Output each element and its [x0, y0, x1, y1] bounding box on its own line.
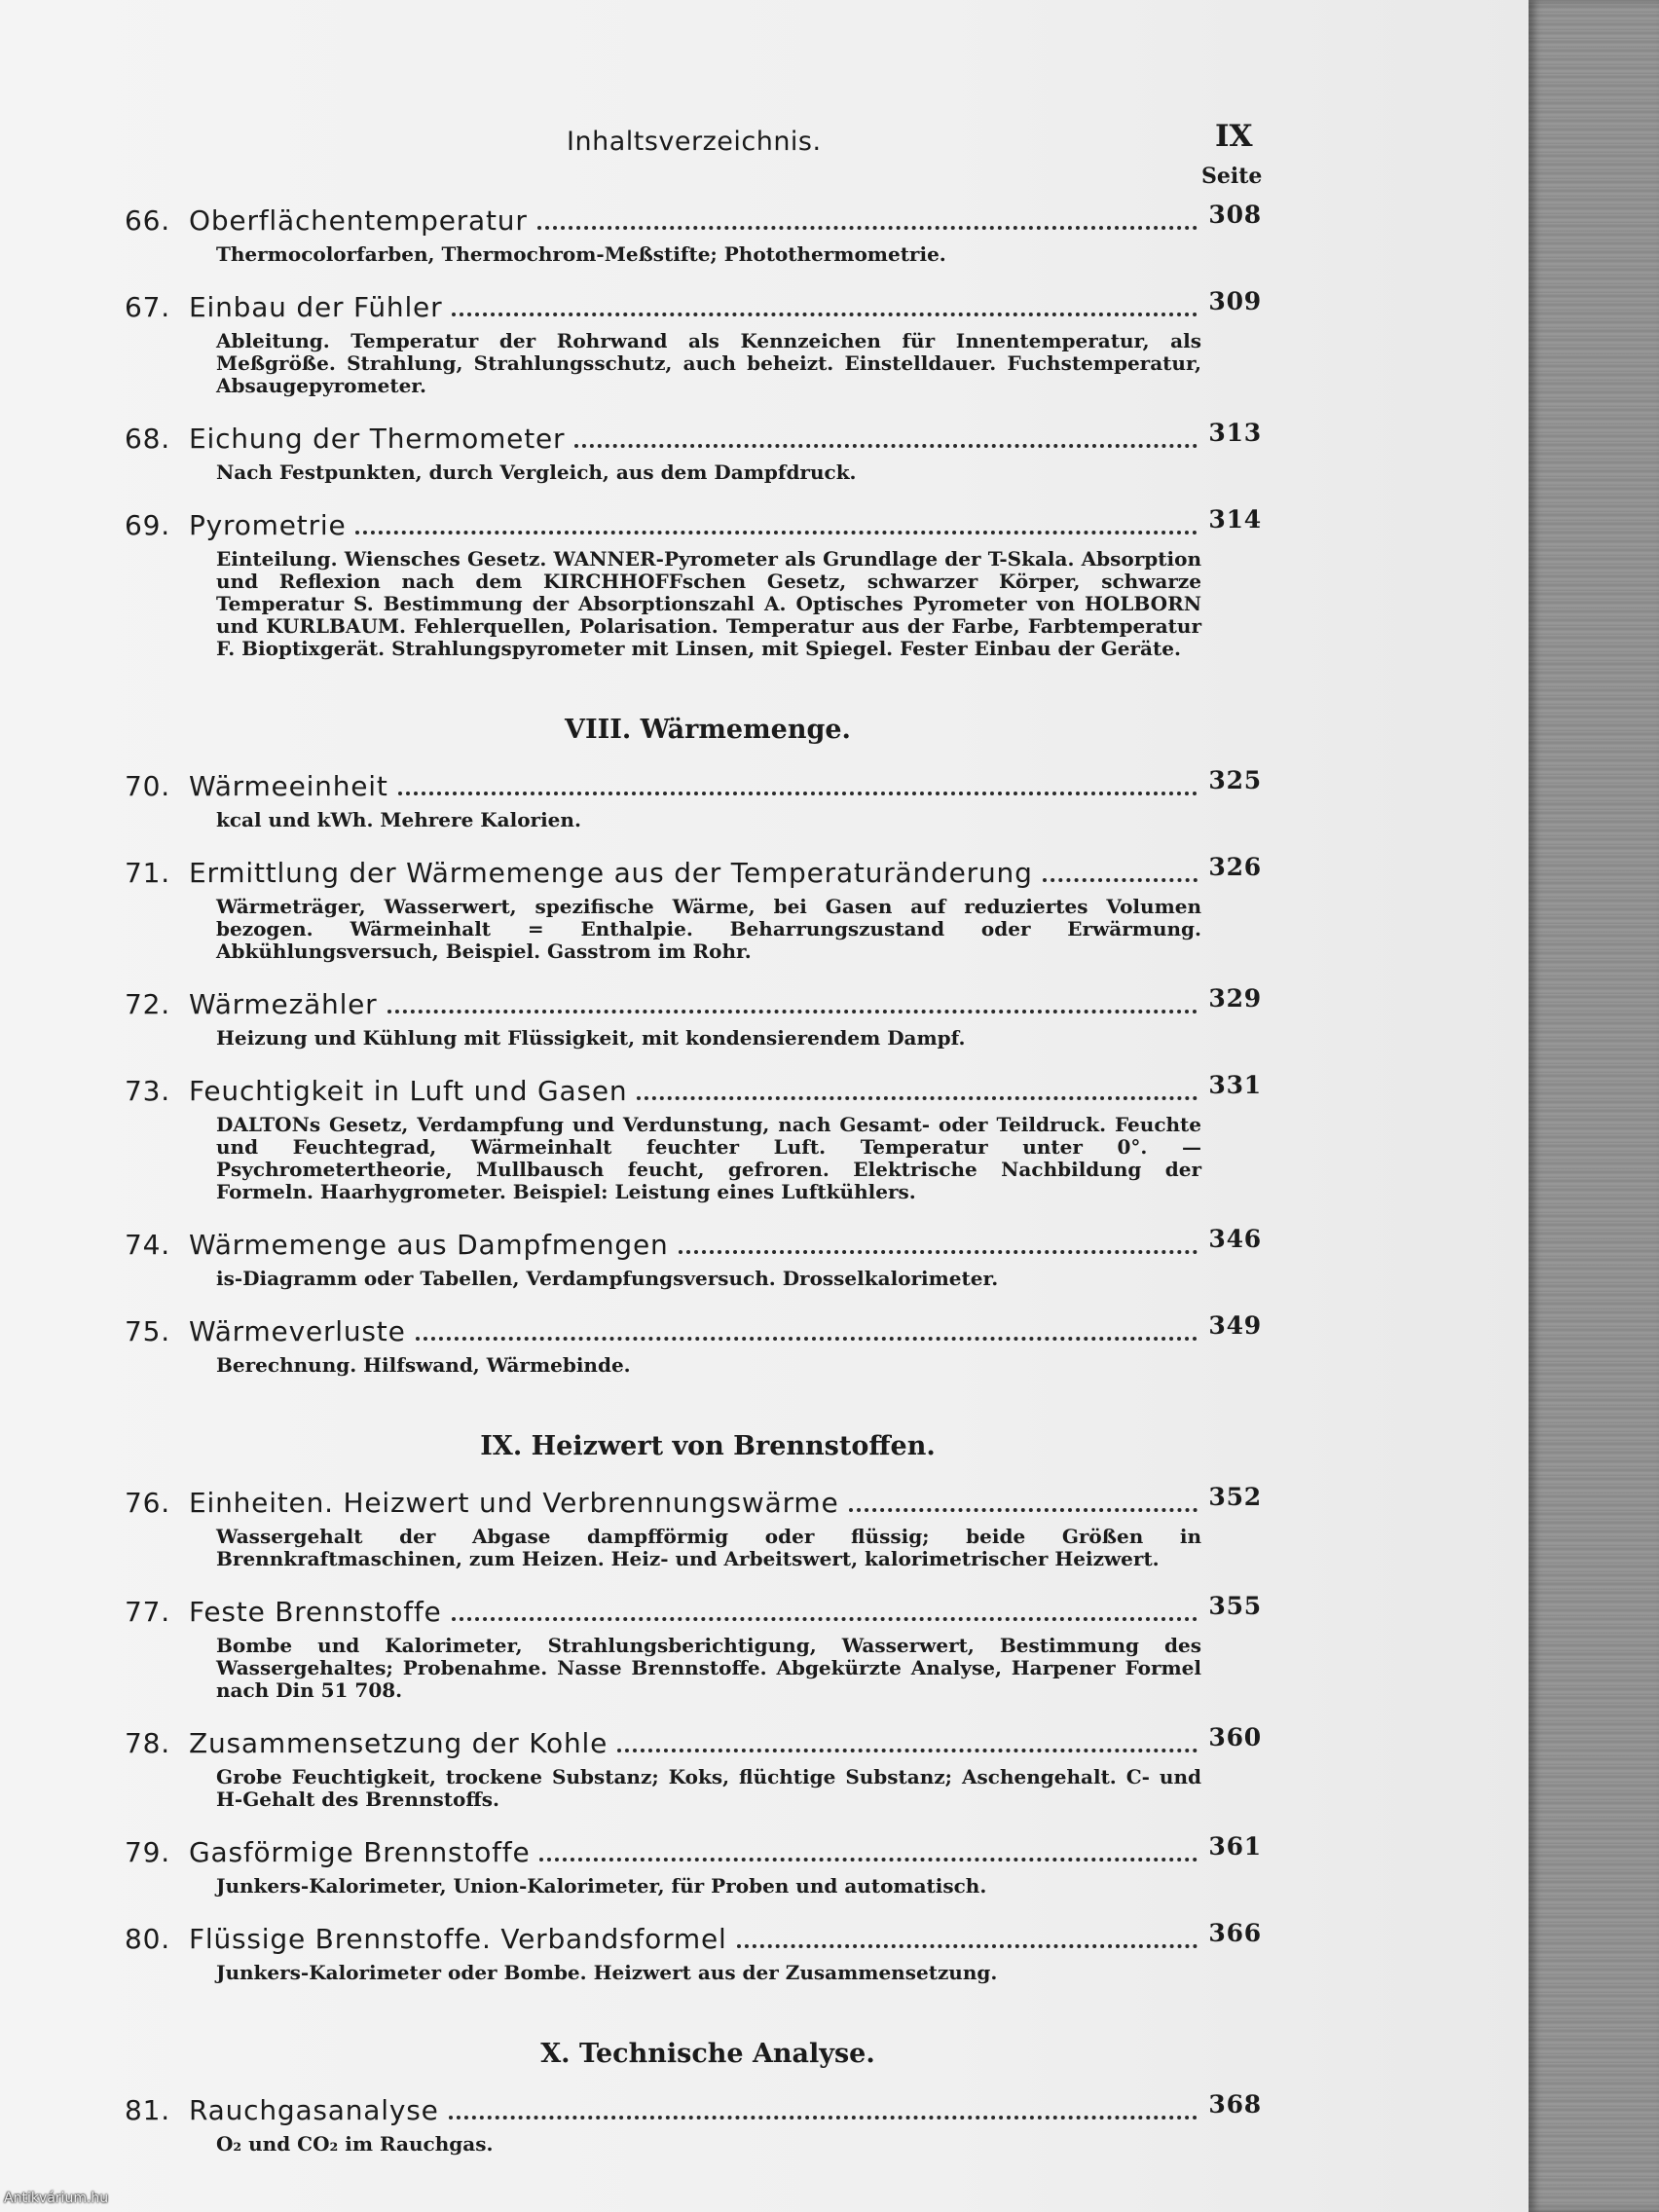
dot-leader	[387, 1010, 1198, 1014]
toc-entry-line	[125, 1919, 1262, 1956]
toc-entry-line	[125, 1723, 1262, 1760]
entry-page-number: 366	[1208, 1919, 1262, 1947]
dot-leader	[452, 1617, 1198, 1621]
entry-description: Junkers-Kalorimeter, Union-Kalorimeter, für Proben und automatisch.	[216, 1874, 987, 1898]
entry-description: Thermocolorfarben, Thermochrom-Meßstifte; Photothermometrie.	[216, 242, 946, 266]
entry-number: 78.	[125, 1727, 170, 1759]
entry-title: Wärmeverluste	[189, 1315, 406, 1347]
dot-leader	[355, 531, 1198, 535]
entry-number: 73.	[125, 1075, 170, 1107]
toc-entry	[125, 1592, 1262, 1702]
entry-page-number: 360	[1208, 1723, 1262, 1751]
entry-page-number: 368	[1208, 2090, 1262, 2119]
toc-entry-line	[125, 2090, 1262, 2127]
entry-description: Wärmeträger, Wasserwert, spezifische Wärme, bei Gasen auf reduziertes Volumen bezogen. Wärmeinhalt = Enthalpie. Beharrungszustand oder Erwärmung. Abkühlungsversuch, Beispiel. Gasstrom im Rohr.	[216, 895, 1201, 963]
entry-description: O₂ und CO₂ im Rauchgas.	[216, 2132, 494, 2156]
entry-title: Pyrometrie	[189, 509, 347, 541]
entry-description: Einteilung. Wiensches Gesetz. WANNER-Pyrometer als Grundlage der T-Skala. Absorption und Reflexion nach dem KIRCHHOFFschen Gesetz, schwarzer Körper, schwarze Temperatur S. Bestimmung der Absorptionszahl A. Optisches Pyrometer von HOLBORN und KURLBAUM. Fehlerquellen, Polarisation. Temperatur aus der Farbe, Farbtemperatur F. Bioptixgerät. Strahlungspyrometer mit Linsen, mit Spiegel. Fester Einbau der Geräte.	[216, 547, 1201, 660]
toc-entry-line	[125, 853, 1262, 890]
entry-page-number: 329	[1208, 984, 1262, 1013]
entry-number: 76.	[125, 1487, 170, 1519]
entry-title: Einbau der Fühler	[189, 291, 443, 323]
entry-description: Grobe Feuchtigkeit, trockene Substanz; Koks, flüchtige Substanz; Aschengehalt. C- und H-Gehalt des Brennstoffs.	[216, 1765, 1201, 1811]
entry-page-number: 361	[1208, 1832, 1262, 1861]
entry-title: Ermittlung der Wärmemenge aus der Temperaturänderung	[189, 857, 1033, 889]
entry-description: DALTONs Gesetz, Verdampfung und Verdunstung, nach Gesamt- oder Teildruck. Feuchte und Feuchtegrad, Wärmeinhalt feuchter Luft. Temperatur unter 0°. — Psychrometertheorie, Mullbausch feucht, gefroren. Elektrische Nachbildung der Formeln. Haarhygrometer. Beispiel: Leistung eines Luftkühlers.	[216, 1113, 1201, 1203]
entry-number: 70.	[125, 770, 170, 802]
entry-title: Gasförmige Brennstoffe	[189, 1836, 531, 1868]
entry-number: 77.	[125, 1596, 170, 1628]
entry-number: 71.	[125, 857, 170, 889]
dot-leader	[849, 1508, 1198, 1512]
toc-entry-line	[125, 505, 1262, 542]
toc-entry-line	[125, 766, 1262, 803]
toc-entry	[125, 1723, 1262, 1811]
dot-leader	[537, 226, 1198, 230]
entry-page-number: 309	[1208, 287, 1262, 315]
toc-entry-line	[125, 984, 1262, 1021]
entry-number: 67.	[125, 291, 170, 323]
toc-entry	[125, 1225, 1262, 1290]
toc-entry-line	[125, 201, 1262, 238]
entry-description: Wassergehalt der Abgase dampfförmig oder flüssig; beide Größen in Brennkraftmaschinen, zum Heizen. Heiz- und Arbeitswert, kalorimetrischer Heizwert.	[216, 1525, 1201, 1570]
entry-page-number: 326	[1208, 853, 1262, 881]
entry-title: Feste Brennstoffe	[189, 1596, 442, 1628]
section-heading: VIII. Wärmemenge.	[565, 715, 851, 745]
toc-entry-line	[125, 1071, 1262, 1108]
toc-entry	[125, 1483, 1262, 1570]
toc-entry-line	[125, 287, 1262, 324]
toc-entry	[125, 984, 1262, 1050]
entry-title: Eichung der Thermometer	[189, 423, 566, 455]
toc-entry-line	[125, 1225, 1262, 1262]
entry-number: 66.	[125, 204, 170, 237]
dot-leader	[452, 313, 1198, 316]
toc-entry	[125, 1919, 1262, 1984]
entry-page-number: 314	[1208, 505, 1262, 534]
entry-number: 69.	[125, 509, 170, 541]
entry-page-number: 355	[1208, 1592, 1262, 1620]
entry-title: Flüssige Brennstoffe. Verbandsformel	[189, 1923, 727, 1955]
table-of-contents	[125, 201, 1262, 2181]
entry-description: Junkers-Kalorimeter oder Bombe. Heizwert aus der Zusammensetzung.	[216, 1961, 998, 1984]
entry-title: Wärmezähler	[189, 988, 378, 1020]
dot-leader	[449, 2116, 1198, 2120]
entry-title: Oberflächentemperatur	[189, 204, 528, 237]
page-edge	[1529, 0, 1659, 2212]
toc-entry	[125, 505, 1262, 660]
entry-description: kcal und kWh. Mehrere Kalorien.	[216, 808, 581, 831]
dot-leader	[1043, 878, 1198, 882]
entry-description: Berechnung. Hilfswand, Wärmebinde.	[216, 1353, 631, 1377]
entry-title: Einheiten. Heizwert und Verbrennungswärme	[189, 1487, 839, 1519]
toc-entry	[125, 2090, 1262, 2156]
entry-number: 81.	[125, 2094, 170, 2126]
entry-number: 80.	[125, 1923, 170, 1955]
dot-leader	[539, 1858, 1198, 1862]
toc-entry	[125, 287, 1262, 397]
entry-page-number: 352	[1208, 1483, 1262, 1511]
toc-entry	[125, 1311, 1262, 1377]
dot-leader	[416, 1337, 1198, 1341]
running-title: Inhaltsverzeichnis.	[567, 127, 822, 157]
entry-title: Feuchtigkeit in Luft und Gasen	[189, 1075, 628, 1107]
toc-entry	[125, 419, 1262, 484]
toc-entry	[125, 201, 1262, 266]
section-heading: IX. Heizwert von Brennstoffen.	[480, 1431, 936, 1461]
page-number: IX	[1215, 119, 1253, 154]
seite-column-label: Seite	[1201, 164, 1263, 189]
toc-entry	[125, 853, 1262, 963]
dot-leader	[737, 1944, 1198, 1948]
entry-description: Heizung und Kühlung mit Flüssigkeit, mit kondensierendem Dampf.	[216, 1026, 966, 1050]
entry-description: Nach Festpunkten, durch Vergleich, aus dem Dampfdruck.	[216, 461, 857, 484]
dot-leader	[617, 1749, 1198, 1752]
entry-description: Ableitung. Temperatur der Rohrwand als Kennzeichen für Innentemperatur, als Meßgröße. Strahlung, Strahlungsschutz, auch beheizt. Einstelldauer. Fuchstemperatur, Absaugepyrometer.	[216, 329, 1201, 397]
entry-title: Rauchgasanalyse	[189, 2094, 439, 2126]
entry-number: 68.	[125, 423, 170, 455]
toc-entry-line	[125, 1832, 1262, 1869]
toc-entry-line	[125, 1311, 1262, 1348]
entry-page-number: 313	[1208, 419, 1262, 447]
toc-entry-line	[125, 419, 1262, 456]
entry-page-number: 308	[1208, 201, 1262, 229]
toc-entry-line	[125, 1592, 1262, 1629]
entry-number: 75.	[125, 1315, 170, 1347]
entry-number: 79.	[125, 1836, 170, 1868]
entry-description: Bombe und Kalorimeter, Strahlungsberichtigung, Wasserwert, Bestimmung des Wassergehaltes; Probenahme. Nasse Brennstoffe. Abgekürzte Analyse, Harpener Formel nach Din 51 708.	[216, 1634, 1201, 1702]
watermark: Antikvárium.hu	[4, 2191, 109, 2206]
entry-page-number: 346	[1208, 1225, 1262, 1253]
section-heading: X. Technische Analyse.	[540, 2039, 875, 2069]
entry-description: is-Diagramm oder Tabellen, Verdampfungsversuch. Drosselkalorimeter.	[216, 1267, 999, 1290]
toc-entry-line	[125, 1483, 1262, 1520]
dot-leader	[679, 1250, 1198, 1254]
dot-leader	[574, 444, 1198, 448]
dot-leader	[637, 1096, 1198, 1100]
entry-title: Wärmemenge aus Dampfmengen	[189, 1229, 669, 1261]
entry-title: Zusammensetzung der Kohle	[189, 1727, 608, 1759]
entry-number: 72.	[125, 988, 170, 1020]
toc-entry	[125, 1071, 1262, 1203]
toc-entry	[125, 1832, 1262, 1898]
toc-entry	[125, 766, 1262, 831]
entry-number: 74.	[125, 1229, 170, 1261]
entry-title: Wärmeeinheit	[189, 770, 388, 802]
entry-page-number: 331	[1208, 1071, 1262, 1099]
entry-page-number: 325	[1208, 766, 1262, 794]
dot-leader	[398, 792, 1198, 795]
entry-page-number: 349	[1208, 1311, 1262, 1340]
